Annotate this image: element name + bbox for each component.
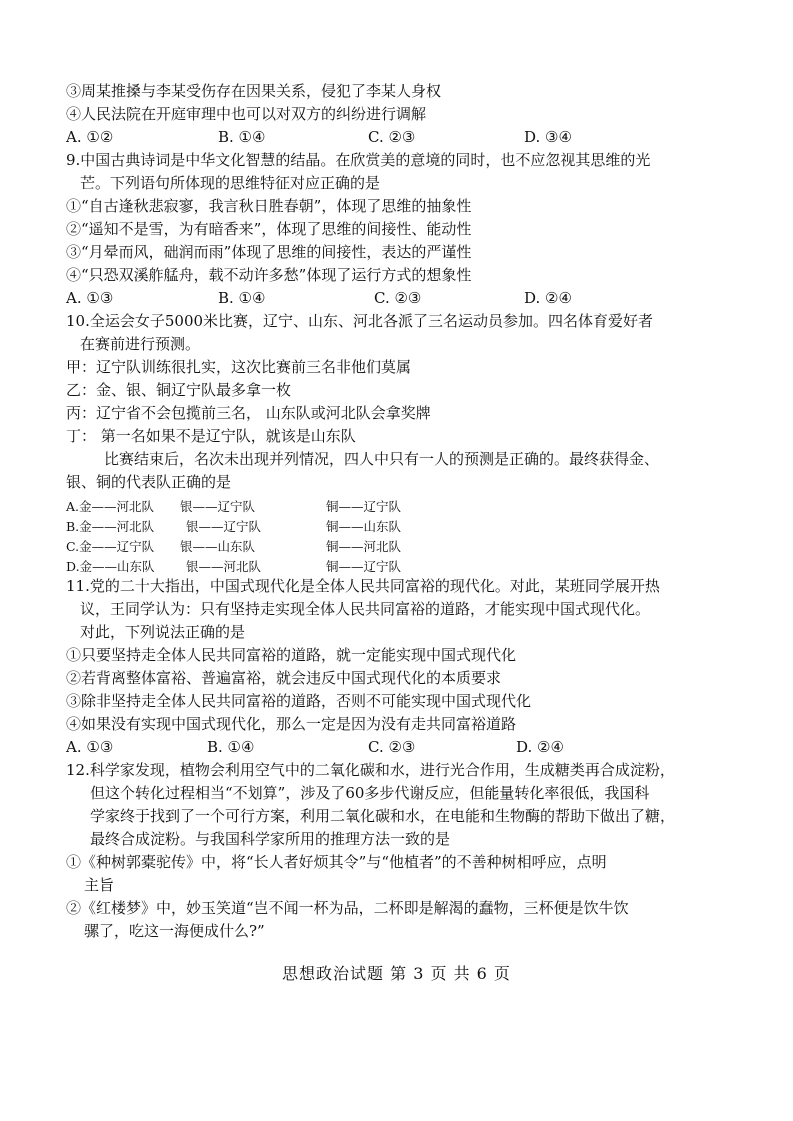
q12-item-2: ②《红楼梦》中，妙玉笑道“岂不闻一杯为品，二杯即是解渴的蠢物，三杯便是饮牛饮	[66, 899, 629, 917]
q11-option-a: A. ①③	[66, 738, 114, 756]
q10-option-b-bronze: 铜——山东队	[326, 519, 402, 534]
q8-option-a: A. ①②	[66, 128, 114, 146]
q9-item-4: ④“只恐双溪舴艋舟，载不动许多愁”体现了运行方式的想象性	[66, 266, 472, 284]
q11-option-d: D. ②④	[516, 738, 564, 756]
q11-option-b: B. ①④	[207, 738, 255, 756]
q11-stem-cont: 议，王同学认为：只有坚持走实现全体人民共同富裕的道路，才能实现中国式现代化。	[80, 600, 651, 618]
q10-stem: 10.全运会女子5000米比赛，辽宁、山东、河北各派了三名运动员参加。四名体育爱好者	[66, 312, 654, 330]
q9-option-a: A. ①③	[66, 289, 114, 307]
q12-stem-cont3: 最终合成淀粉。与我国科学家所用的推理方法一致的是	[90, 830, 451, 848]
q9-item-3: ③“月晕而风，础润而雨”体现了思维的间接性，表达的严谨性	[66, 243, 472, 261]
q8-option-d: D. ③④	[524, 128, 572, 146]
q9-option-b: B. ①④	[218, 289, 266, 307]
q10-option-b-gold: B.金——河北队	[66, 519, 155, 534]
q12-item-2-cont: 骡了，吃这一海便成什么?”	[84, 922, 265, 940]
q10-stem-cont: 在赛前进行预测。	[80, 335, 201, 353]
q11-item-2: ②若背离整体富裕、普遍富裕，就会违反中国式现代化的本质要求	[66, 669, 502, 687]
q9-stem-cont: 芒。下列语句所体现的思维特征对应正确的是	[80, 174, 381, 192]
q10-option-c-bronze: 铜——河北队	[326, 539, 402, 554]
q12-item-1-cont: 主旨	[84, 876, 115, 894]
q10-item-bing: 丙：辽宁省不会包揽前三名， 山东队或河北队会拿奖牌	[66, 404, 431, 422]
q10-tail-cont: 银、铜的代表队正确的是	[66, 473, 232, 491]
q9-option-d: D. ②④	[524, 289, 572, 307]
q10-item-jia: 甲：辽宁队训练很扎实，这次比赛前三名非他们莫属	[66, 358, 412, 376]
q10-option-d-silver: 银——河北队	[186, 559, 262, 574]
q12-stem-cont: 但这个转化过程相当“不划算”，涉及了60多步代谢反应，但能量转化率很低，我国科	[90, 784, 650, 802]
q8-item-3: ③周某推搡与李某受伤存在因果关系，侵犯了李某人身权	[66, 82, 442, 100]
q10-option-a-gold: A.金——河北队	[66, 499, 155, 514]
q10-option-a-silver: 银——辽宁队	[180, 499, 256, 514]
q9-option-c: C. ②③	[374, 289, 422, 307]
q11-item-4: ④如果没有实现中国式现代化，那么一定是因为没有走共同富裕道路	[66, 715, 517, 733]
q9-item-1: ①“自古逢秋悲寂寥，我言秋日胜春朝”，体现了思维的抽象性	[66, 197, 472, 215]
q8-option-b: B. ①④	[218, 128, 266, 146]
q9-stem: 9.中国古典诗词是中华文化智慧的结晶。在欣赏美的意境的同时，也不应忽视其思维的光	[66, 151, 651, 169]
q10-item-yi: 乙：金、银、铜辽宁队最多拿一枚	[66, 381, 292, 399]
q10-option-c-gold: C.金——辽宁队	[66, 539, 155, 554]
q10-option-d-gold: D.金——山东队	[66, 559, 155, 574]
q11-stem-cont2: 对此，下列说法正确的是	[80, 623, 246, 641]
q8-option-c: C. ②③	[368, 128, 416, 146]
q9-item-2: ②“遥知不是雪，为有暗香来”，体现了思维的间接性、能动性	[66, 220, 472, 238]
q10-option-b-silver: 银——辽宁队	[186, 519, 262, 534]
q10-option-d-bronze: 铜——辽宁队	[326, 559, 402, 574]
q11-stem: 11.党的二十大指出，中国式现代化是全体人民共同富裕的现代化。对此，某班同学展开热	[66, 577, 660, 595]
q12-stem-cont2: 学家终于找到了一个可行方案，利用二氧化碳和水，在电能和生物酶的帮助下做出了糖，	[90, 807, 676, 825]
q10-tail: 比赛结束后，名次未出现并列情况，四人中只有一人的预测是正确的。最终获得金、	[104, 450, 660, 468]
q8-item-4: ④人民法院在开庭审理中也可以对双方的纠纷进行调解	[66, 105, 427, 123]
q11-item-3: ③除非坚持走全体人民共同富裕的道路，否则不可能实现中国式现代化	[66, 692, 532, 710]
q10-option-c-silver: 银——山东队	[180, 539, 256, 554]
q10-item-ding: 丁： 第一名如果不是辽宁队，就该是山东队	[66, 427, 356, 445]
q11-item-1: ①只要坚持走全体人民共同富裕的道路，就一定能实现中国式现代化	[66, 646, 517, 664]
q12-stem: 12.科学家发现，植物会利用空气中的二氧化碳和水，进行光合作用，生成糖类再合成淀粉，	[66, 761, 675, 779]
page-footer: 思想政治试题 第 3 页 共 6 页	[282, 964, 511, 983]
q10-option-a-bronze: 铜——辽宁队	[326, 499, 402, 514]
q11-option-c: C. ②③	[368, 738, 416, 756]
q12-item-1: ①《种树郭橐驼传》中，将“长人者好烦其令”与“他植者”的不善种树相呼应，点明	[66, 853, 607, 871]
